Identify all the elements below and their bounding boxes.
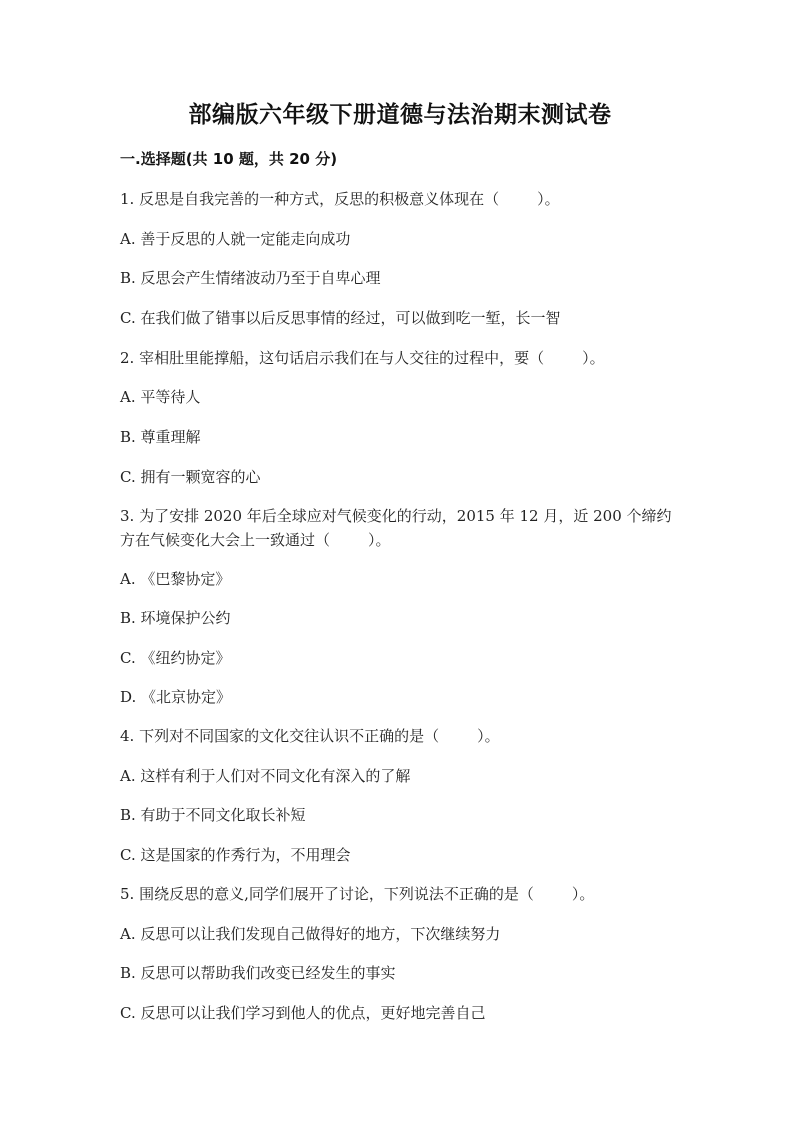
question-stem — [120, 724, 700, 748]
question-stem-continued — [120, 528, 700, 552]
option-text: D. 《北京协定》 — [120, 688, 232, 706]
question-stem-text: 1. 反思是自我完善的一种方式，反思的积极意义体现在（ — [120, 190, 500, 208]
option-text: B. 有助于不同文化取长补短 — [120, 806, 306, 824]
question-stem-tail: ）。 — [537, 190, 560, 208]
page-title: 部编版六年级下册道德与法治期末测试卷 — [188, 102, 612, 128]
option-text: C. 在我们做了错事以后反思事情的经过，可以做到吃一堑，长一智 — [120, 309, 561, 327]
option-text: C. 拥有一颗宽容的心 — [120, 468, 261, 486]
option-text: B. 反思可以帮助我们改变已经发生的事实 — [120, 964, 396, 982]
option-text: C. 《纽约协定》 — [120, 649, 231, 667]
option-text: C. 这是国家的作秀行为，不用理会 — [120, 846, 351, 864]
option-text: B. 环境保护公约 — [120, 609, 231, 627]
question-stem-tail: ）。 — [582, 349, 605, 367]
option-text: A. 《巴黎协定》 — [120, 570, 231, 588]
question-stem — [120, 187, 700, 211]
question-stem-text: 2. 宰相肚里能撑船，这句话启示我们在与人交往的过程中，要（ — [120, 349, 545, 367]
question-stem-text: 4. 下列对不同国家的文化交往认识不正确的是（ — [120, 727, 440, 745]
question-stem: 3. 为了安排 2020 年后全球应对气候变化的行动，2015 年 12 月，近 200 个缔约 — [120, 507, 672, 525]
section-heading: 一.选择题(共 10 题，共 20 分) — [120, 150, 338, 168]
question-stem-text: 方在气候变化大会上一致通过（ — [120, 531, 331, 549]
option-text: B. 反思会产生情绪波动乃至于自卑心理 — [120, 269, 381, 287]
option-text: A. 这样有利于人们对不同文化有深入的了解 — [120, 767, 411, 785]
question-stem — [120, 346, 700, 370]
question-stem — [120, 882, 700, 906]
option-text: B. 尊重理解 — [120, 428, 201, 446]
question-stem-tail: ）。 — [571, 885, 595, 903]
question-stem-text: 5. 围绕反思的意义,同学们展开了讨论，下列说法不正确的是（ — [120, 885, 534, 903]
option-text: A. 反思可以让我们发现自己做得好的地方，下次继续努力 — [120, 925, 501, 943]
question-stem-tail: ）。 — [477, 727, 500, 745]
option-text: C. 反思可以让我们学习到他人的优点，更好地完善自己 — [120, 1004, 486, 1022]
question-stem-tail: ）。 — [368, 531, 391, 549]
option-text: A. 善于反思的人就一定能走向成功 — [120, 230, 351, 248]
option-text: A. 平等待人 — [120, 388, 201, 406]
